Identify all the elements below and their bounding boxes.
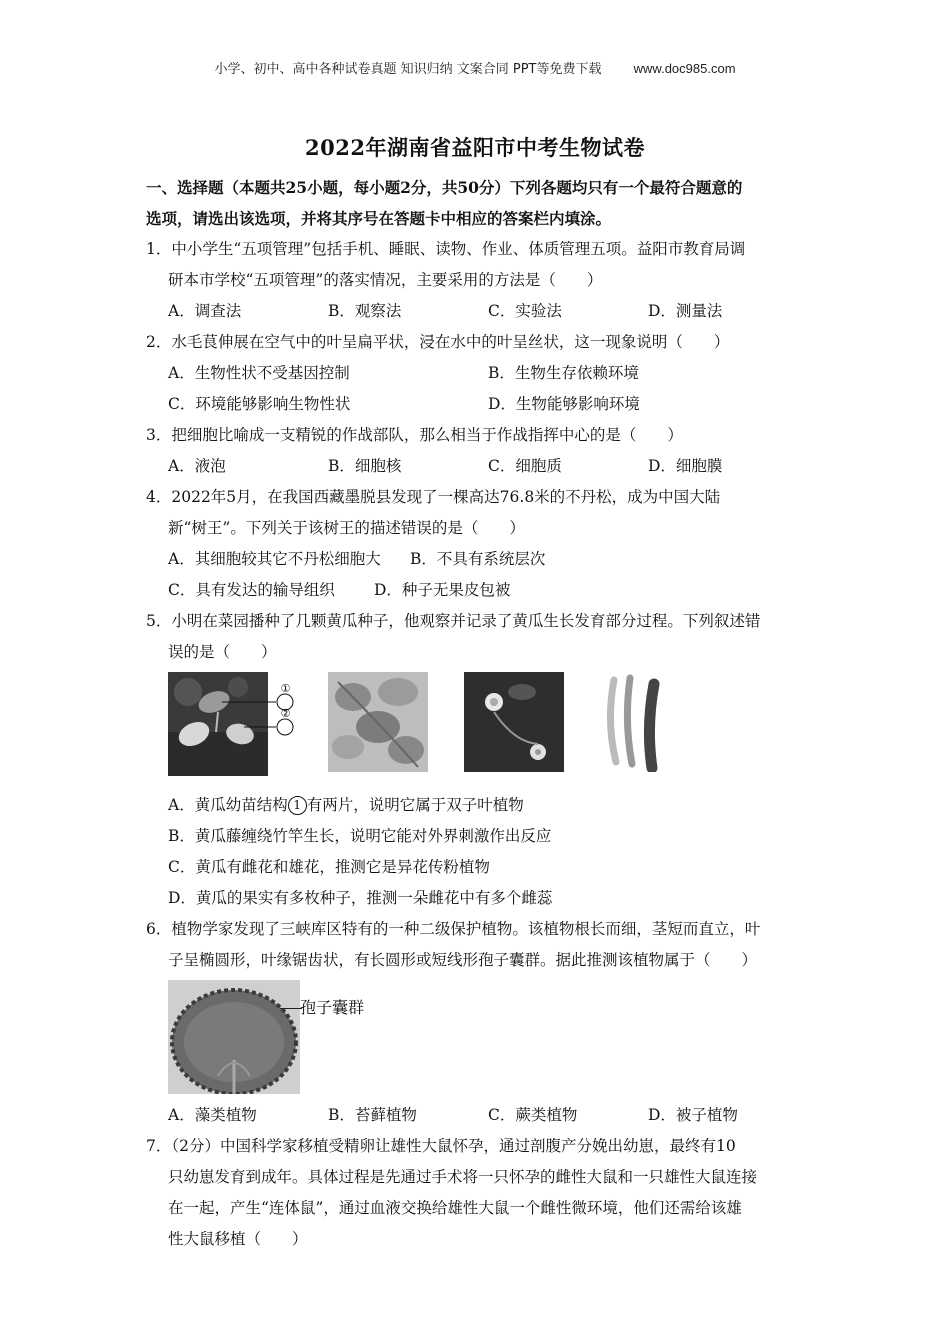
q2-option-b[interactable]: B．生物生存依赖环境 [488,364,639,382]
section-line-1: 一、选择题（本题共25小题，每小题2分，共50分）下列各题均只有一个最符合题意的 [146,178,743,197]
q1-stem-2: 研本市学校“五项管理”的落实情况，主要采用的方法是（ ） [168,271,603,289]
label-pointer-line [280,1008,302,1009]
vine-photo [328,672,428,772]
question-4 [146,482,808,606]
q4-option-a[interactable]: A．其细胞较其它不丹松细胞大 [168,550,381,568]
flower-photo [464,672,564,772]
q1-option-c[interactable]: C．实验法 [488,302,562,320]
structure-1-marker: 1 [288,796,307,815]
q5-option-b[interactable]: B．黄瓜藤缠绕竹竿生长，说明它能对外界刺激作出反应 [168,827,552,845]
q6-option-a[interactable]: A．藻类植物 [168,1106,257,1124]
q3-stem-1: 3．把细胞比喻成一支精锐的作战部队，那么相当于作战指挥中心的是（ ） [146,426,683,444]
q4-stem-2: 新“树王”。下列关于该树王的描述错误的是（ ） [168,519,525,537]
q4-options-row-2 [146,575,808,606]
q6-figure [168,980,808,1098]
q4-option-b[interactable]: B．不具有系统层次 [410,550,546,568]
header-text: 小学、初中、高中各种试卷真题 知识归纳 文案合同 PPT等免费下载 [214,62,602,77]
fern-leaf-photo [168,980,300,1094]
q4-stem-1: 4．2022年5月，在我国西藏墨脱县发现了一棵高达76.8米的不丹松，成为中国大陆 [146,488,721,506]
q7-stem-1: 7．（2分）中国科学家移植受精卵让雄性大鼠怀孕，通过剖腹产分娩出幼崽，最终有10 [146,1137,736,1155]
page-header [0,58,950,77]
q2-options-row-2 [146,389,808,420]
cucumber-photo [596,672,676,772]
q2-stem-1: 2．水毛茛伸展在空气中的叶呈扁平状，浸在水中的叶呈丝状，这一现象说明（ ） [146,333,730,351]
label-2: ② [280,707,291,720]
q1-options [146,296,808,327]
q3-option-a[interactable]: A．液泡 [168,457,226,475]
section-line-2: 选项，请选出该选项，并将其序号在答题卡中相应的答案栏内填涂。 [146,209,612,228]
q5-option-a[interactable] [146,790,808,821]
q4-option-c[interactable]: C．具有发达的输导组织 [168,581,335,599]
exam-content [146,172,808,1255]
q1-stem-1: 1．中小学生“五项管理”包括手机、睡眠、读物、作业、体质管理五项。益阳市教育局调 [146,240,746,258]
q7-stem-2: 只幼崽发育到成年。具体过程是先通过手术将一只怀孕的雌性大鼠和一只雄性大鼠连接 [168,1168,758,1186]
q5-figure-row [168,670,808,786]
q2-options-row-1 [146,358,808,389]
question-3 [146,420,808,482]
q2-option-d[interactable]: D．生物能够影响环境 [488,395,640,413]
q6-stem-2: 子呈椭圆形，叶缘锯齿状，有长圆形或短线形孢子囊群。据此推测该植物属于（ ） [168,951,758,969]
question-2 [146,327,808,420]
q5-stem-2: 误的是（ ） [168,643,277,661]
q6-options [146,1100,808,1131]
q5-stem-1: 5．小明在菜园播种了几颗黄瓜种子，他观察并记录了黄瓜生长发育部分过程。下列叙述错 [146,612,761,630]
label-1: ① [280,682,291,695]
q6-option-d[interactable]: D．被子植物 [648,1106,738,1124]
question-6 [146,914,808,1131]
q1-option-a[interactable]: A．调查法 [168,302,242,320]
header-url[interactable]: www.doc985.com [633,61,736,76]
q4-option-d[interactable]: D．种子无果皮包被 [374,581,511,599]
q1-option-b[interactable]: B．观察法 [328,302,402,320]
q5-option-d[interactable]: D．黄瓜的果实有多枚种子，推测一朵雌花中有多个雌蕊 [168,889,553,907]
q6-stem-1: 6．植物学家发现了三峡库区特有的一种二级保护植物。该植物根长而细，茎短而直立，叶 [146,920,761,938]
q2-option-a[interactable]: A．生物性状不受基因控制 [168,364,350,382]
q7-stem-4: 性大鼠移植（ ） [168,1230,308,1248]
q3-option-c[interactable]: C．细胞质 [488,457,562,475]
q6-option-b[interactable]: B．苔藓植物 [328,1106,417,1124]
q3-option-b[interactable]: B．细胞核 [328,457,402,475]
q2-option-c[interactable]: C．环境能够影响生物性状 [168,395,351,413]
q4-options-row-1 [146,544,808,575]
section-heading [146,172,808,234]
q5-option-a-pre: A．黄瓜幼苗结构 [168,796,288,814]
spore-cluster-label: 孢子囊群 [300,998,365,1017]
q1-option-d[interactable]: D．测量法 [648,302,723,320]
q5-option-c[interactable]: C．黄瓜有雌花和雄花，推测它是异花传粉植物 [168,858,490,876]
page-title: 2022年湖南省益阳市中考生物试卷 [305,135,645,160]
q6-option-c[interactable]: C．蕨类植物 [488,1106,578,1124]
question-7 [146,1131,808,1255]
q5-option-a-post: 有两片，说明它属于双子叶植物 [306,796,524,814]
q3-option-d[interactable]: D．细胞膜 [648,457,723,475]
question-5 [146,606,808,914]
q3-options [146,451,808,482]
q7-stem-3: 在一起，产生“连体鼠”，通过血液交换给雄性大鼠一个雌性微环境，他们还需给该雄 [168,1199,742,1217]
question-1 [146,234,808,327]
